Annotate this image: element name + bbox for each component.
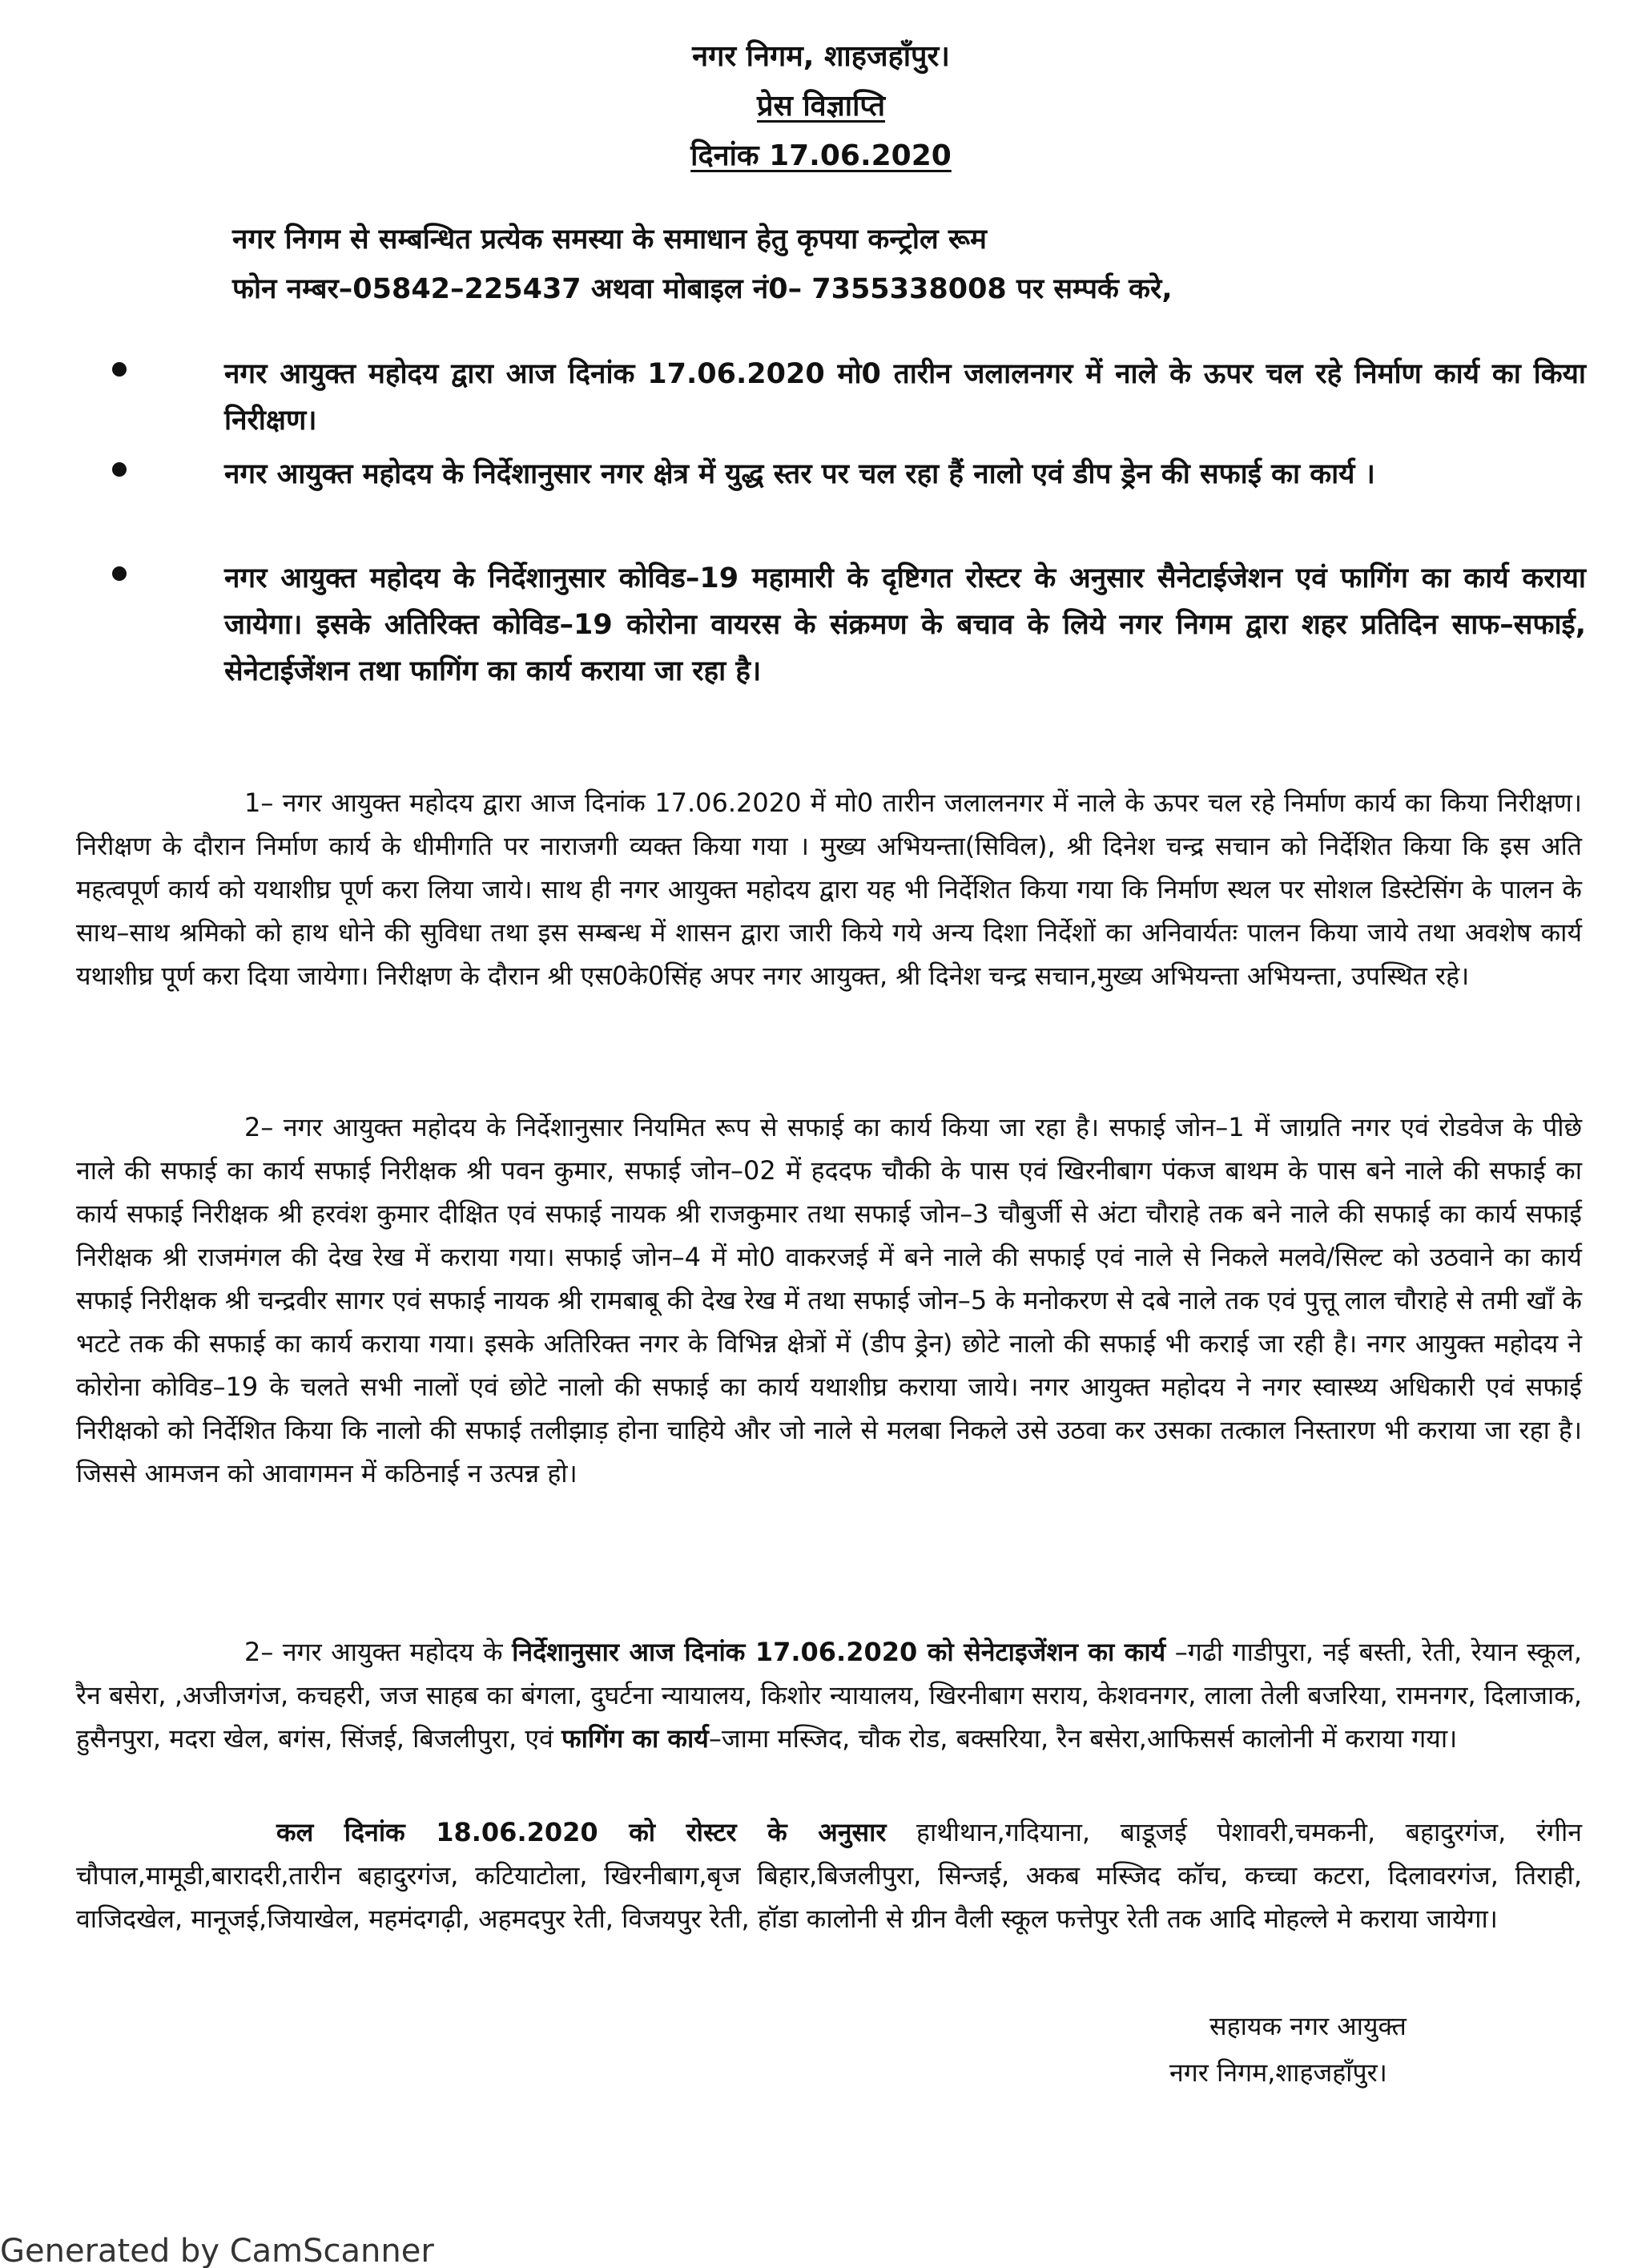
paragraph-inspection: [76, 781, 1582, 997]
document-type: प्रेस विज्ञाप्ति: [756, 90, 886, 123]
bullet-icon: [112, 462, 127, 477]
signatory-office: नगर निगम,शाहजहाँपुर।: [1169, 2057, 1387, 2088]
bullet-icon: [112, 362, 127, 377]
contact-line-1: नगर निगम से सम्बन्धित प्रत्येक समस्या के समाधान हेतु कृपया कन्ट्रोल रूम: [232, 224, 987, 256]
sanitization-areas: –गढी गाडीपुरा, नई बस्ती, रेती, रेयान स्कूल, रैन बसेरा, ,अजीजगंज, कचहरी, जज साहब का बंगला, दुघर्टना न्यायालय, किशोर न्यायालय, खिरनीबाग सराय, केशवनगर, लाला तेली बजरिया, रामनगर, दिलाजाक, हुसैनपुरा, मदरा खेल, बगंस, सिंजई, बिजलीपुरा, एवं: [76, 1637, 1582, 1754]
highlight-text: नगर आयुक्त महोदय के निर्देशानुसार नगर क्षेत्र में युद्ध स्तर पर चल रहा हैं नालो एवं डीप ड्रेन की सफाई का कार्य ।: [224, 458, 1375, 490]
office-title: नगर निगम, शाहजहाँपुर।: [692, 40, 950, 73]
paragraph-roster: [76, 1811, 1582, 1940]
scanner-watermark: Generated by CamScanner: [0, 2233, 434, 2268]
roster-heading: कल दिनांक 18.06.2020 को रोस्टर के अनुसार: [276, 1817, 887, 1847]
signature-block: [1169, 2003, 1618, 2096]
paragraph-inspection-text: 1– नगर आयुक्त महोदय द्वारा आज दिनांक 17.06.2020 में मो0 तारीन जलालनगर में नाले के ऊपर चल रहे निर्माण कार्य का किया निरीक्षण। निरीक्षण के दौरान निर्माण कार्य के धीमीगति पर नाराजगी व्यक्त किया गया । मुख्य अभियन्ता(सिविल), श्री दिनेश चन्द्र सचान को निर्देशित किया कि इस अति महत्वपूर्ण कार्य को यथाशीघ्र पूर्ण करा लिया जाये। साथ ही नगर आयुक्त महोदय द्वारा यह भी निर्देशित किया गया कि निर्माण स्थल पर सोशल डिस्टेसिंग के पालन के साथ–साथ श्रमिको को हाथ धोने की सुविधा तथा इस सम्बन्ध में शासन द्वारा जारी किये गये अन्य दिशा निर्देशों का अनिवार्यतः पालन किया जाये तथा अवशेष कार्य यथाशीघ्र पूर्ण करा दिया जायेगा। निरीक्षण के दौरान श्री एस0के0सिंह अपर नगर आयुक्त, श्री दिनेश चन्द्र सचान,मुख्य अभियन्ता अभियन्ता, उपस्थित रहे।: [76, 788, 1582, 991]
bullet-icon: [112, 566, 127, 581]
document-header: [0, 32, 1642, 181]
fogging-heading: फागिंग का कार्य: [561, 1723, 709, 1754]
highlight-text: नगर आयुक्त महोदय के निर्देशानुसार कोविड–19 महामारी के दृष्टिगत रोस्टर के अनुसार सैनेटाईजेशन एवं फागिंग का कार्य कराया जायेगा। इसके अतिरिक्त कोविड–19 कोरोना वायरस के संक्रमण के बचाव के लिये नगर निगम द्वारा शहर प्रतिदिन साफ–सफाई, सेनेटाईजेंशन तथा फागिंग का कार्य कराया जा रहा है।: [224, 562, 1586, 687]
control-room-contact: [232, 215, 1482, 314]
signatory-designation: सहायक नगर आयुक्त: [1209, 2011, 1407, 2041]
fogging-areas: –जामा मस्जिद, चौक रोड, बक्सरिया, रैन बसेरा,आफिसर्स कालोनी में कराया गया।: [708, 1723, 1458, 1754]
sanitization-lead: 2– नगर आयुक्त महोदय के: [244, 1637, 513, 1667]
document-date: दिनांक 17.06.2020: [690, 139, 952, 172]
contact-line-2: फोन नम्बर–05842–225437 अथवा मोबाइल नं0– 7355338008 पर सम्पर्क करे,: [232, 273, 1173, 305]
highlight-text: नगर आयुक्त महोदय द्वारा आज दिनांक 17.06.2020 मो0 तारीन जलालनगर में नाले के ऊपर चल रहे निर्माण कार्य का किया निरीक्षण।: [224, 358, 1586, 437]
paragraph-sanitization: [76, 1630, 1582, 1760]
sanitization-heading: निर्देशानुसार आज दिनांक 17.06.2020 को सेनेटाइजेंशन का कार्य: [512, 1637, 1166, 1667]
roster-areas: हाथीथान,गदियाना, बाडूजई पेशावरी,चमकनी, बहादुरगंज, रंगीन चौपाल,मामूडी,बारादरी,तारीन बहादुरगंज, कटियाटोला, खिरनीबाग,बृज बिहार,बिजलीपुरा, सिन्जई, अकब मस्जिद कॉच, कच्चा कटरा, दिलावरगंज, तिराही, वाजिदखेल, मानूजई,जियाखेल, महमंदगढ़ी, अहमदपुर रेती, विजयपुर रेती, हॉडा कालोनी से ग्रीन वैली स्कूल फत्तेपुर रेती तक आदि मोहल्ले मे कराया जायेगा।: [76, 1817, 1582, 1934]
paragraph-cleaning-text: 2– नगर आयुक्त महोदय के निर्देशानुसार नियमित रूप से सफाई का कार्य किया जा रहा है। सफाई जोन–1 में जाग्रति नगर एवं रोडवेज के पीछे नाले की सफाई का कार्य सफाई निरीक्षक श्री पवन कुमार, सफाई जोन–02 में हददफ चौकी के पास एवं खिरनीबाग पंकज बाथम के पास बने नाले की सफाई का कार्य सफाई निरीक्षक श्री हरवंश कुमार दीक्षित एवं सफाई नायक श्री राजकुमार तथा सफाई जोन–3 चौबुर्जी से अंटा चौराहे तक बने नाले की सफाई का कार्य सफाई निरीक्षक श्री राजमंगल की देख रेख में कराया गया। सफाई जोन–4 में मो0 वाकरजई में बने नाले की सफाई एवं नाले से निकले मलवे/सिल्ट को उठवाने का कार्य सफाई निरीक्षक श्री चन्द्रवीर सागर एवं सफाई नायक श्री रामबाबू की देख रेख में तथा सफाई जोन–5 के मनोकरण से दबे नाले तक एवं पुत्तू लाल चौराहे से तमी खाँ के भटटे तक की सफाई का कार्य कराया गया। इसके अतिरिक्त नगर के विभिन्न क्षेत्रों में (डीप ड्रेन) छोटे नालो की सफाई भी कराई जा रही है। नगर आयुक्त महोदय ने कोरोना कोविड–19 के चलते सभी नालों एवं छोटे नालो की सफाई का कार्य यथाशीघ्र कराया जाये। नगर आयुक्त महोदय ने नगर स्वास्थ्य अधिकारी एवं सफाई निरीक्षको को निर्देशित किया कि नालो की सफाई तलीझाड़ होना चाहिये और जो नाले से मलबा निकले उसे उठवा कर उसका तत्काल निस्तारण भी कराया जा रहा है। जिससे आमजन को आवागमन में कठिनाई न उत्पन्न हो।: [76, 1112, 1582, 1489]
paragraph-cleaning: [76, 1106, 1582, 1495]
